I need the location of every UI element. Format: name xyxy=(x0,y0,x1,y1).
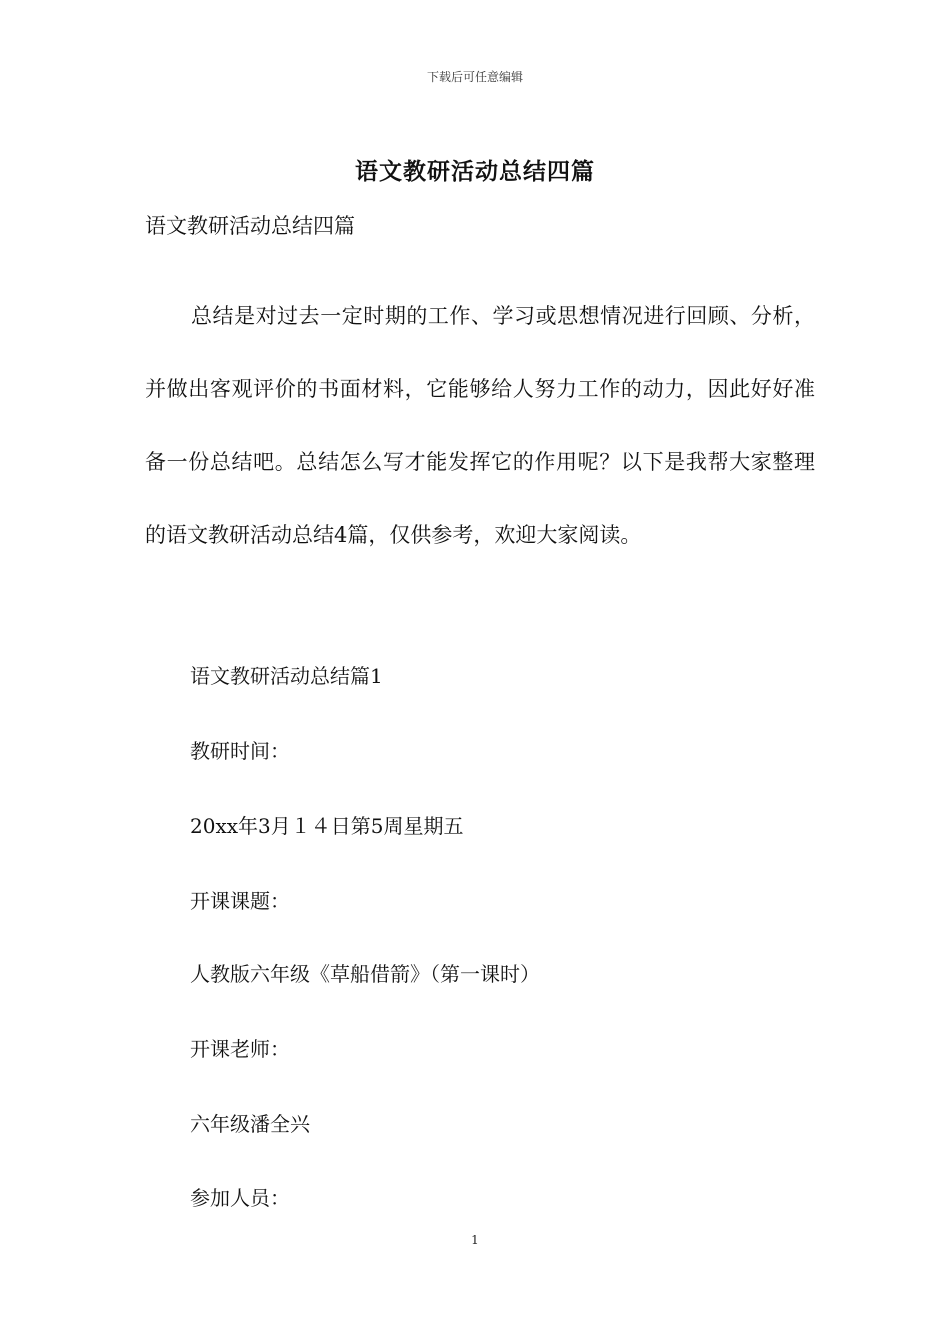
document-subtitle: 语文教研活动总结四篇 xyxy=(145,214,355,238)
intro-paragraph: 总结是对过去一定时期的工作、学习或思想情况进行回顾、分析，并做出客观评价的书面材料，它能够给人努力工作的动力，因此好好准备一份总结吧。总结怎么写才能发挥它的作用呢？以下是我帮大家整理的语文教研活动总结4篇，仅供参考，欢迎大家阅读。 xyxy=(145,304,815,547)
page-number: 1 xyxy=(471,1233,479,1247)
field-value-topic: 人教版六年级《草船借箭》（第一课时） xyxy=(190,962,540,986)
header-note: 下载后可任意编辑 xyxy=(426,70,523,84)
section-heading: 语文教研活动总结篇1 xyxy=(190,664,383,688)
field-label-time: 教研时间： xyxy=(190,739,290,763)
document-title: 语文教研活动总结四篇 xyxy=(355,158,595,185)
field-label-topic: 开课课题： xyxy=(190,889,290,913)
field-label-participants: 参加人员： xyxy=(190,1186,290,1210)
field-label-teacher: 开课老师： xyxy=(190,1037,290,1061)
field-value-teacher: 六年级潘全兴 xyxy=(190,1112,310,1136)
field-value-time: 20xx年3月１４日第5周星期五 xyxy=(190,814,464,838)
